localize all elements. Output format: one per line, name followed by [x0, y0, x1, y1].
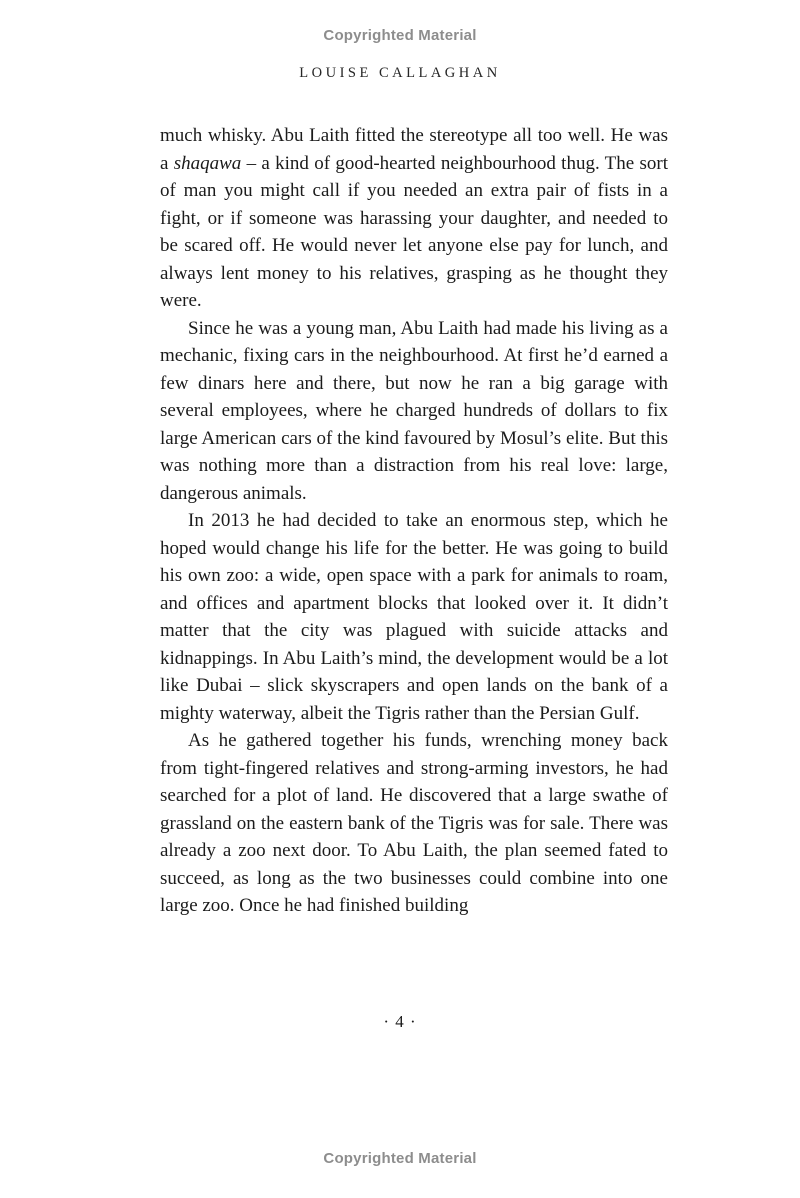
plain-text: – a kind of good-hearted neighbourhood thug. The sort of man you might call if you needed an extra pair of fists in a fight, or if someone was harassing your daughter, and needed to be scared off. He would never let anyone else pay for lunch, and always lent money to his relatives, grasping as he thought they were.: [160, 152, 668, 311]
page-number: · 4 ·: [383, 1012, 417, 1031]
paragraph: [160, 315, 668, 508]
paragraph: [160, 727, 668, 920]
paragraph: [160, 122, 668, 315]
copyright-notice-top: Copyrighted Material: [323, 27, 477, 44]
running-header-author: LOUISE CALLAGHAN: [299, 65, 501, 81]
italic-text: shaqawa: [173, 152, 242, 174]
paragraph: [160, 507, 668, 727]
copyright-notice-bottom: Copyrighted Material: [323, 1150, 477, 1167]
plain-text: As he gathered together his funds, wrenching money back from tight-fingered relatives and strong-arming investors, he had searched for a plot of land. He discovered that a large swathe of grassland on the eastern bank of the Tigris was for sale. There was already a zoo next door. To Abu Laith, the plan seemed fated to succeed, as long as the two businesses could combine into one large zoo. Once he had finished building: [160, 730, 668, 916]
plain-text: In 2013 he had decided to take an enormous step, which he hoped would change his life for the better. He was going to build his own zoo: a wide, open space with a park for animals to roam, and offices and apartment blocks that looked over it. It didn’t matter that the city was plagued with suicide attacks and kidnappings. In Abu Laith’s mind, the development would be a lot like Dubai – slick skyscrapers and open lands on the bank of a mighty waterway, albeit the Tigris rather than the Persian Gulf.: [160, 510, 668, 724]
plain-text: Since he was a young man, Abu Laith had made his living as a mechanic, fixing cars in the neighbourhood. At first he’d earned a few dinars here and there, but now he ran a big garage with several employees, where he charged hundreds of dollars to fix large American cars of the kind favoured by Mosul’s elite. But this was nothing more than a distraction from his real love: large, dangerous animals.: [160, 317, 668, 504]
plain-text: much whisky. Abu Laith fitted the stereotype all too well. He was a: [160, 125, 668, 174]
body-text: [160, 122, 668, 920]
